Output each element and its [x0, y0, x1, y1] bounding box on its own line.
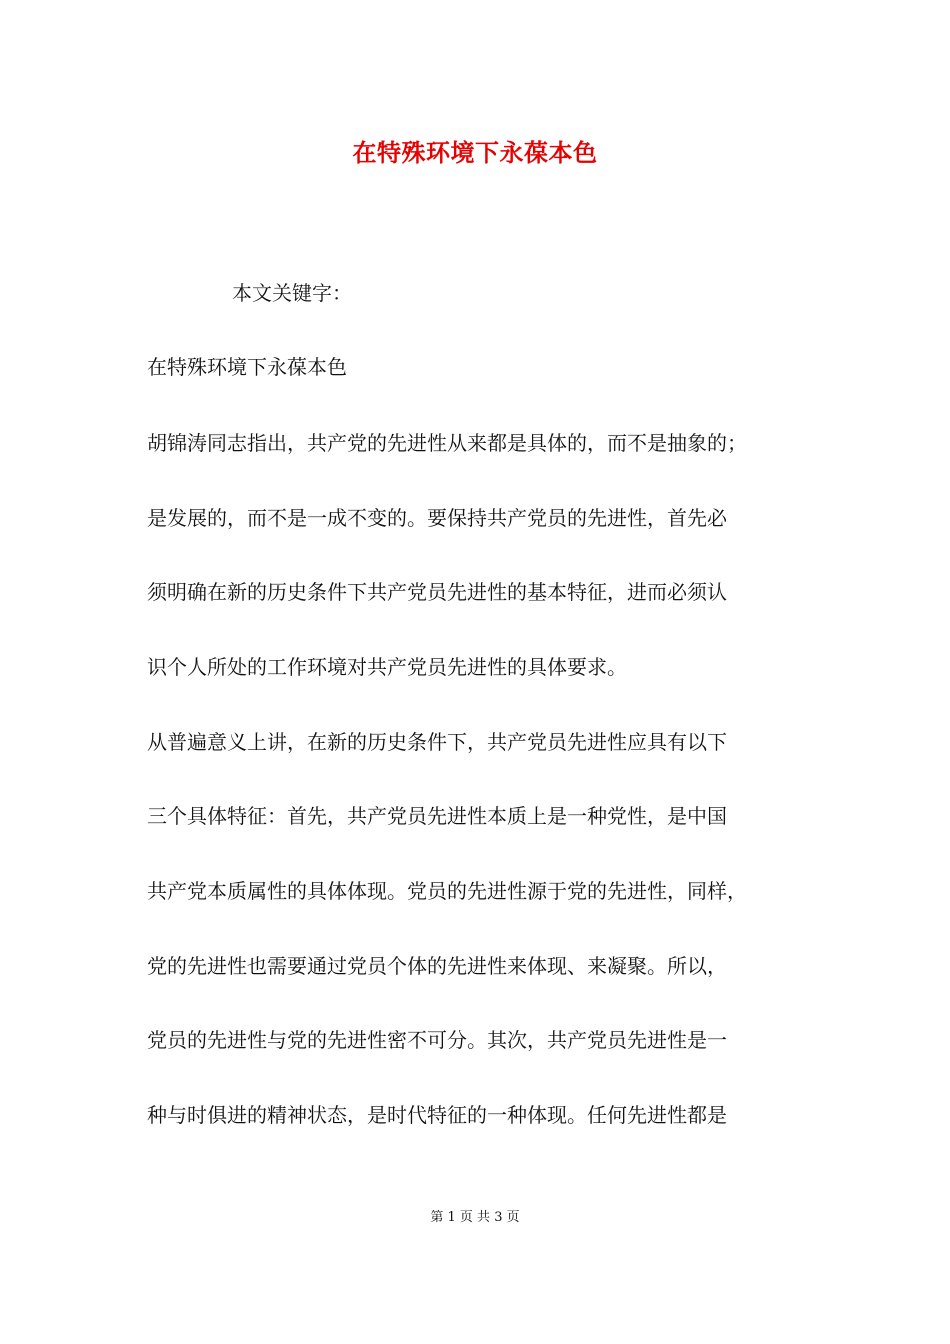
- body-line: 党的先进性也需要通过党员个体的先进性来体现、来凝聚。所以，: [147, 954, 727, 978]
- keyword-text: 在特殊环境下永葆本色: [147, 355, 347, 379]
- page-number-footer: 第 1 页 共 3 页: [430, 1210, 520, 1225]
- body-line: 是发展的，而不是一成不变的。要保持共产党员的先进性，首先必: [147, 506, 727, 530]
- body-line: 党员的先进性与党的先进性密不可分。其次，共产党员先进性是一: [147, 1028, 727, 1052]
- body-line: 种与时俱进的精神状态，是时代特征的一种体现。任何先进性都是: [147, 1103, 727, 1127]
- keyword-label: 本文关键字：: [232, 281, 352, 305]
- body-line: 识个人所处的工作环境对共产党员先进性的具体要求。: [147, 655, 627, 679]
- body-line: 共产党本质属性的具体体现。党员的先进性源于党的先进性，同样，: [147, 879, 747, 903]
- body-line: 须明确在新的历史条件下共产党员先进性的基本特征，进而必须认: [147, 580, 727, 604]
- body-line: 从普遍意义上讲，在新的历史条件下，共产党员先进性应具有以下: [147, 730, 727, 754]
- body-line: 三个具体特征：首先，共产党员先进性本质上是一种党性，是中国: [147, 804, 727, 828]
- body-line: 胡锦涛同志指出，共产党的先进性从来都是具体的，而不是抽象的；: [147, 431, 747, 455]
- page-title: 在特殊环境下永葆本色: [352, 138, 598, 167]
